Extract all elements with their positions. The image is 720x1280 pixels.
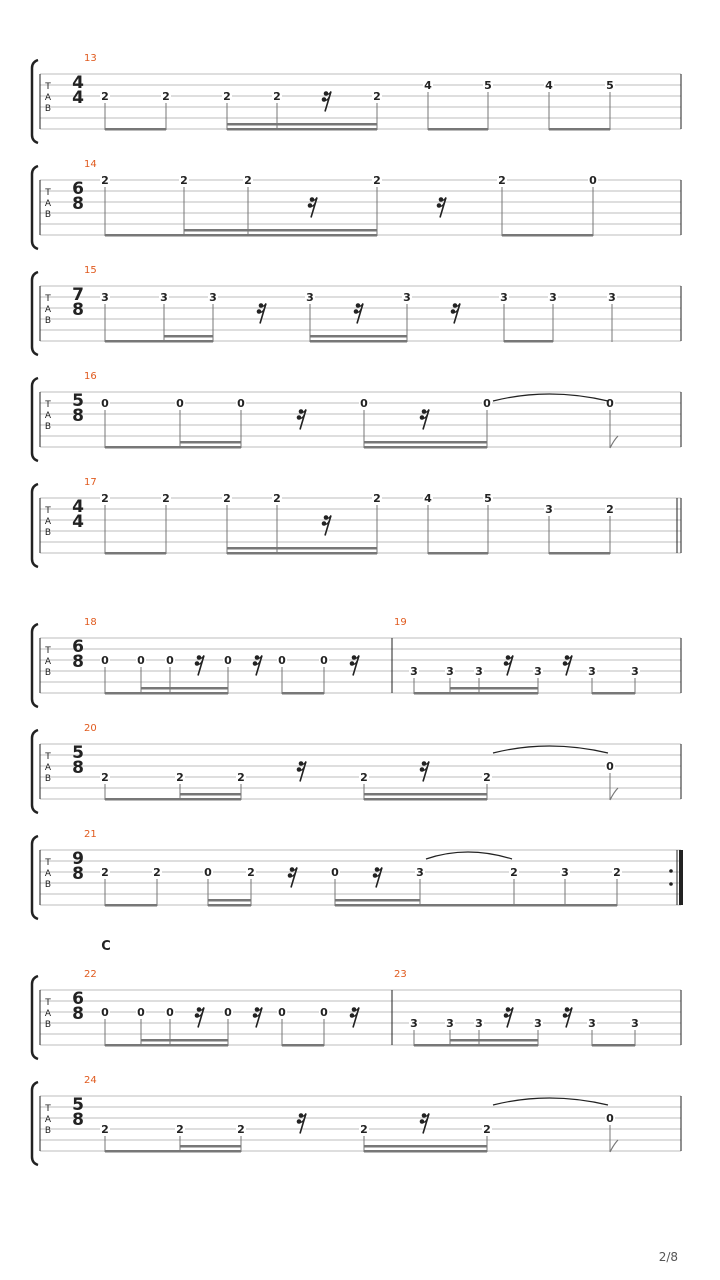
beam — [364, 798, 487, 801]
tab-clef-letter: T — [45, 294, 51, 304]
sixteenth-rest — [297, 409, 306, 429]
sixteenth-rest — [195, 655, 204, 675]
sixteenth-rest — [288, 867, 297, 887]
fret-number: 2 — [101, 90, 109, 103]
beam — [105, 798, 241, 801]
beam-secondary — [335, 899, 420, 902]
beam — [364, 446, 487, 449]
fret-number: 3 — [588, 1017, 596, 1030]
fret-number: 3 — [410, 665, 418, 678]
beam-secondary — [450, 687, 538, 690]
tab-clef-letter: B — [44, 528, 52, 538]
tab-system — [32, 723, 681, 813]
beam — [105, 446, 241, 449]
tab-clef-letter: B — [44, 668, 52, 678]
measure-number: 18 — [84, 617, 97, 628]
beam — [282, 692, 324, 695]
fret-number: 4 — [424, 79, 432, 92]
fret-number: 3 — [534, 1017, 542, 1030]
fret-number: 0 — [483, 397, 491, 410]
fret-number: 3 — [608, 291, 616, 304]
beam — [428, 128, 488, 131]
fret-number: 0 — [224, 1006, 232, 1019]
tab-clef-letter: T — [45, 506, 51, 516]
measure-number: 19 — [394, 617, 407, 628]
sixteenth-rest — [504, 655, 513, 675]
fret-number: 2 — [153, 866, 161, 879]
fret-number: 2 — [162, 90, 170, 103]
time-signature-bottom: 8 — [72, 864, 84, 884]
tab-clef-letter: T — [45, 82, 51, 92]
tab-system — [32, 969, 681, 1059]
fret-number: 0 — [137, 654, 145, 667]
measure-number: 22 — [84, 969, 97, 980]
fret-number: 5 — [484, 492, 492, 505]
tab-clef-letter: B — [44, 774, 52, 784]
beam — [504, 340, 553, 343]
beam-secondary — [450, 1039, 538, 1042]
system-bracket — [32, 166, 38, 249]
tab-clef-letter: A — [44, 763, 52, 773]
measure-number: 16 — [84, 371, 97, 382]
time-signature-top: 4 — [72, 73, 84, 93]
tab-system — [32, 477, 681, 567]
fret-number: 2 — [613, 866, 621, 879]
tab-clef-letter: A — [44, 1115, 52, 1125]
system-bracket — [32, 836, 38, 919]
beam — [335, 904, 514, 907]
sixteenth-rest — [563, 1007, 572, 1027]
beam — [208, 904, 251, 907]
fret-number: 0 — [331, 866, 339, 879]
system-bracket — [32, 378, 38, 461]
sixteenth-rest — [297, 761, 306, 781]
measure-number: 13 — [84, 53, 97, 64]
sixteenth-rest — [437, 197, 446, 217]
fret-number: 5 — [606, 79, 614, 92]
fret-number: 2 — [273, 90, 281, 103]
fret-number: 0 — [606, 760, 614, 773]
sixteenth-rest — [350, 1007, 359, 1027]
fret-number: 0 — [224, 654, 232, 667]
beam — [227, 128, 377, 131]
fret-number: 2 — [223, 90, 231, 103]
sixteenth-rest — [563, 655, 572, 675]
fret-number: 0 — [204, 866, 212, 879]
beam — [105, 128, 166, 131]
sixteenth-rest — [297, 1113, 306, 1133]
beam — [282, 1044, 324, 1047]
tab-clef-letter: T — [45, 858, 51, 868]
system-bracket — [32, 1082, 38, 1165]
fret-number: 2 — [360, 771, 368, 784]
beam-secondary — [364, 793, 487, 796]
fret-number: 0 — [101, 1006, 109, 1019]
tab-system — [32, 829, 681, 919]
beam-secondary — [310, 335, 407, 338]
tab-clef-letter: B — [44, 316, 52, 326]
fret-number: 3 — [475, 1017, 483, 1030]
fret-number: 2 — [101, 492, 109, 505]
sixteenth-rest — [451, 303, 460, 323]
beam-secondary — [180, 1145, 241, 1148]
beam — [549, 552, 610, 555]
fret-number: 3 — [561, 866, 569, 879]
tab-clef-letter: A — [44, 657, 52, 667]
fret-number: 3 — [500, 291, 508, 304]
beam-secondary — [180, 441, 241, 444]
tab-clef-letter: T — [45, 998, 51, 1008]
fret-number: 3 — [588, 665, 596, 678]
beam — [514, 904, 617, 907]
repeat-dot — [669, 869, 673, 873]
tab-clef-letter: A — [44, 411, 52, 421]
fret-number: 2 — [176, 1123, 184, 1136]
fret-number: 0 — [176, 397, 184, 410]
system-bracket — [32, 60, 38, 143]
fret-number: 2 — [237, 1123, 245, 1136]
sixteenth-rest — [253, 655, 262, 675]
tab-clef-letter: B — [44, 104, 52, 114]
sixteenth-rest — [257, 303, 266, 323]
beam — [592, 1044, 635, 1047]
note-flag — [610, 1140, 618, 1152]
fret-number: 3 — [446, 1017, 454, 1030]
tab-clef-letter: T — [45, 1104, 51, 1114]
fret-number: 2 — [510, 866, 518, 879]
time-signature-top: 9 — [72, 849, 84, 869]
sixteenth-rest — [195, 1007, 204, 1027]
fret-number: 0 — [237, 397, 245, 410]
beam — [592, 692, 635, 695]
time-signature-top: 6 — [72, 637, 84, 657]
beam — [105, 692, 228, 695]
tab-clef-letter: T — [45, 646, 51, 656]
tab-clef-letter: A — [44, 869, 52, 879]
fret-number: 0 — [278, 654, 286, 667]
fret-number: 3 — [416, 866, 424, 879]
sixteenth-rest — [253, 1007, 262, 1027]
system-bracket — [32, 730, 38, 813]
system-bracket — [32, 484, 38, 567]
beam-secondary — [141, 1039, 228, 1042]
beam-secondary — [227, 547, 377, 550]
fret-number: 2 — [223, 492, 231, 505]
fret-number: 2 — [101, 866, 109, 879]
fret-number: 3 — [545, 503, 553, 516]
fret-number: 3 — [631, 1017, 639, 1030]
beam-secondary — [364, 441, 487, 444]
fret-number: 0 — [278, 1006, 286, 1019]
beam — [105, 1150, 241, 1153]
tab-system — [32, 371, 681, 461]
beam — [428, 552, 488, 555]
sixteenth-rest — [322, 91, 331, 111]
beam-secondary — [141, 687, 228, 690]
time-signature-top: 5 — [72, 391, 84, 411]
fret-number: 4 — [424, 492, 432, 505]
time-signature-bottom: 8 — [72, 194, 84, 214]
tab-clef-letter: T — [45, 188, 51, 198]
beam — [105, 904, 157, 907]
beam — [414, 1044, 538, 1047]
fret-number: 2 — [273, 492, 281, 505]
time-signature-bottom: 8 — [72, 652, 84, 672]
fret-number: 3 — [534, 665, 542, 678]
fret-number: 3 — [403, 291, 411, 304]
system-bracket — [32, 976, 38, 1059]
measure-number: 17 — [84, 477, 97, 488]
fret-number: 2 — [373, 492, 381, 505]
fret-number: 0 — [606, 1112, 614, 1125]
fret-number: 0 — [101, 654, 109, 667]
fret-number: 3 — [160, 291, 168, 304]
tie — [493, 746, 608, 753]
fret-number: 2 — [101, 771, 109, 784]
beam — [105, 1044, 228, 1047]
tab-clef-letter: B — [44, 1020, 52, 1030]
time-signature-top: 6 — [72, 989, 84, 1009]
tab-clef-letter: T — [45, 400, 51, 410]
fret-number: 2 — [606, 503, 614, 516]
sixteenth-rest — [420, 409, 429, 429]
tab-system — [32, 617, 681, 707]
tie — [493, 1098, 608, 1105]
sixteenth-rest — [420, 1113, 429, 1133]
section-label: C — [101, 939, 111, 954]
beam-secondary — [180, 793, 241, 796]
tab-clef-letter: B — [44, 422, 52, 432]
fret-number: 3 — [209, 291, 217, 304]
beam-secondary — [184, 229, 377, 232]
tab-clef-letter: B — [44, 880, 52, 890]
fret-number: 3 — [410, 1017, 418, 1030]
fret-number: 0 — [360, 397, 368, 410]
time-signature-top: 6 — [72, 179, 84, 199]
fret-number: 2 — [360, 1123, 368, 1136]
tab-clef-letter: A — [44, 1009, 52, 1019]
measure-number: 14 — [84, 159, 97, 170]
time-signature-bottom: 4 — [72, 88, 84, 108]
fret-number: 2 — [176, 771, 184, 784]
time-signature-top: 5 — [72, 1095, 84, 1115]
beam-secondary — [208, 899, 251, 902]
tab-system — [32, 1075, 681, 1165]
tab-clef-letter: A — [44, 199, 52, 209]
fret-number: 2 — [101, 174, 109, 187]
tab-clef-letter: B — [44, 1126, 52, 1136]
tab-clef-letter: A — [44, 517, 52, 527]
beam — [105, 340, 213, 343]
measure-number: 20 — [84, 723, 97, 734]
beam — [549, 128, 610, 131]
fret-number: 2 — [483, 1123, 491, 1136]
measure-number: 21 — [84, 829, 97, 840]
measure-number: 23 — [394, 969, 407, 980]
fret-number: 2 — [373, 90, 381, 103]
beam — [414, 692, 538, 695]
fret-number: 2 — [101, 1123, 109, 1136]
time-signature-bottom: 8 — [72, 300, 84, 320]
sixteenth-rest — [504, 1007, 513, 1027]
fret-number: 0 — [320, 654, 328, 667]
fret-number: 3 — [549, 291, 557, 304]
fret-number: 2 — [247, 866, 255, 879]
sixteenth-rest — [322, 515, 331, 535]
fret-number: 2 — [483, 771, 491, 784]
fret-number: 5 — [484, 79, 492, 92]
beam-secondary — [164, 335, 213, 338]
system-bracket — [32, 272, 38, 355]
beam-secondary — [227, 123, 377, 126]
tab-system — [32, 53, 681, 143]
beam — [105, 552, 166, 555]
beam — [105, 234, 377, 237]
time-signature-bottom: 4 — [72, 512, 84, 532]
fret-number: 2 — [162, 492, 170, 505]
time-signature-bottom: 8 — [72, 758, 84, 778]
fret-number: 0 — [166, 654, 174, 667]
beam-secondary — [364, 1145, 487, 1148]
measure-number: 15 — [84, 265, 97, 276]
fret-number: 2 — [244, 174, 252, 187]
beam — [364, 1150, 487, 1153]
fret-number: 3 — [631, 665, 639, 678]
tab-clef-letter: A — [44, 93, 52, 103]
fret-number: 0 — [606, 397, 614, 410]
sixteenth-rest — [420, 761, 429, 781]
fret-number: 0 — [320, 1006, 328, 1019]
time-signature-bottom: 8 — [72, 406, 84, 426]
note-flag — [610, 788, 618, 800]
tab-clef-letter: B — [44, 210, 52, 220]
fret-number: 2 — [498, 174, 506, 187]
time-signature-top: 4 — [72, 497, 84, 517]
sixteenth-rest — [373, 867, 382, 887]
sixteenth-rest — [308, 197, 317, 217]
sixteenth-rest — [350, 655, 359, 675]
fret-number: 0 — [137, 1006, 145, 1019]
tab-system — [32, 159, 681, 249]
fret-number: 0 — [589, 174, 597, 187]
fret-number: 2 — [180, 174, 188, 187]
tab-clef-letter: T — [45, 752, 51, 762]
time-signature-bottom: 8 — [72, 1004, 84, 1024]
fret-number: 2 — [373, 174, 381, 187]
fret-number: 3 — [101, 291, 109, 304]
sixteenth-rest — [354, 303, 363, 323]
time-signature-top: 7 — [72, 285, 84, 305]
tie — [426, 852, 512, 859]
fret-number: 3 — [306, 291, 314, 304]
beam — [502, 234, 593, 237]
time-signature-bottom: 8 — [72, 1110, 84, 1130]
tie — [493, 394, 608, 401]
beam — [227, 552, 377, 555]
fret-number: 3 — [446, 665, 454, 678]
measure-number: 24 — [84, 1075, 97, 1086]
fret-number: 3 — [475, 665, 483, 678]
fret-number: 0 — [166, 1006, 174, 1019]
page-number: 2/8 — [658, 1250, 678, 1264]
fret-number: 4 — [545, 79, 553, 92]
beam — [310, 340, 407, 343]
system-bracket — [32, 624, 38, 707]
tab-clef-letter: A — [44, 305, 52, 315]
tab-system — [32, 265, 681, 355]
fret-number: 0 — [101, 397, 109, 410]
repeat-dot — [669, 882, 673, 886]
time-signature-top: 5 — [72, 743, 84, 763]
note-flag — [610, 436, 618, 448]
fret-number: 2 — [237, 771, 245, 784]
